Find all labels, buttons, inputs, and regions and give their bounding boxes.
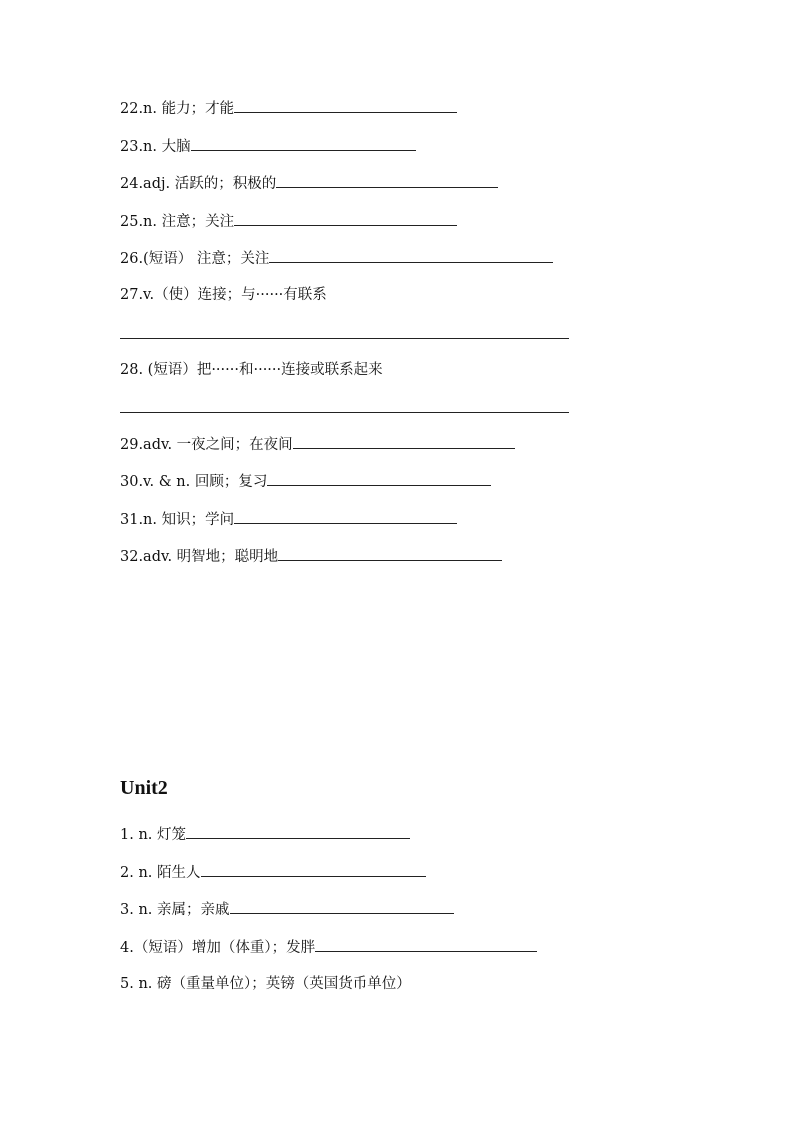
- answer-blank[interactable]: [278, 546, 502, 561]
- vocab-item-32: [120, 546, 502, 567]
- vocab-item-26: [120, 248, 553, 269]
- vocab-prompt: 1. n. 灯笼: [120, 827, 187, 843]
- unit2-item-3: [120, 899, 454, 920]
- vocab-prompt: 2. n. 陌生人: [120, 865, 201, 881]
- answer-blank[interactable]: [269, 248, 553, 263]
- unit2-item-5: [120, 974, 411, 994]
- answer-line-28[interactable]: [120, 412, 569, 413]
- answer-blank[interactable]: [186, 824, 410, 839]
- vocab-item-28: [120, 360, 383, 380]
- vocab-prompt: 23.n. 大脑: [120, 139, 191, 155]
- unit2-heading: Unit2: [120, 777, 168, 799]
- vocab-item-22: [120, 98, 457, 119]
- vocab-prompt: 24.adj. 活跃的；积极的: [120, 176, 277, 192]
- vocab-prompt: 32.adv. 明智地；聪明地: [120, 549, 279, 565]
- answer-blank[interactable]: [191, 136, 416, 151]
- vocab-prompt: 29.adv. 一夜之间；在夜间: [120, 437, 293, 453]
- answer-line-27[interactable]: [120, 338, 569, 339]
- answer-blank[interactable]: [234, 509, 457, 524]
- unit2-item-4: [120, 937, 537, 958]
- vocab-item-30: [120, 471, 491, 492]
- unit2-item-1: [120, 824, 410, 845]
- vocab-prompt: 4.（短语）增加（体重）；发胖: [120, 940, 316, 956]
- vocab-prompt: 26.(短语） 注意；关注: [120, 251, 270, 267]
- answer-blank[interactable]: [267, 471, 491, 486]
- answer-blank[interactable]: [201, 862, 426, 877]
- answer-blank[interactable]: [315, 937, 537, 952]
- answer-blank[interactable]: [230, 899, 454, 914]
- vocab-prompt: 30.v. & n. 回顾；复习: [120, 474, 268, 490]
- answer-blank[interactable]: [293, 434, 515, 449]
- vocab-prompt: 31.n. 知识；学问: [120, 512, 235, 528]
- vocab-item-25: [120, 211, 457, 232]
- vocab-prompt: 5. n. 磅（重量单位）；英镑（英国货币单位）: [120, 976, 411, 992]
- vocab-item-23: [120, 136, 416, 157]
- answer-blank[interactable]: [276, 173, 498, 188]
- vocab-item-31: [120, 509, 457, 530]
- vocab-prompt: 22.n. 能力；才能: [120, 101, 235, 117]
- answer-blank[interactable]: [234, 98, 457, 113]
- vocab-item-24: [120, 173, 498, 194]
- answer-blank[interactable]: [234, 211, 457, 226]
- vocab-item-29: [120, 434, 515, 455]
- vocab-prompt: 25.n. 注意；关注: [120, 214, 235, 230]
- vocab-item-27: [120, 285, 327, 305]
- unit2-item-2: [120, 862, 426, 883]
- vocab-prompt: 28. (短语）把······和······连接或联系起来: [120, 362, 383, 378]
- vocab-prompt: 27.v.（使）连接；与······有联系: [120, 287, 327, 303]
- vocab-prompt: 3. n. 亲属；亲戚: [120, 902, 230, 918]
